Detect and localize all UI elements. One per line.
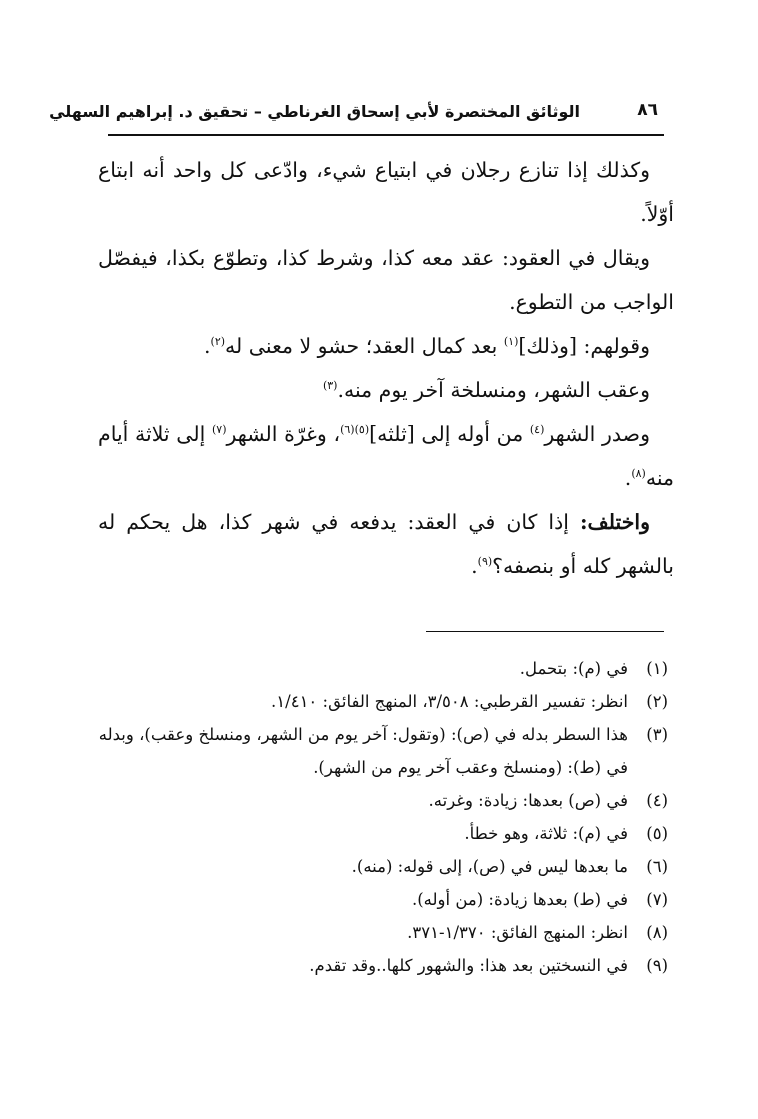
footnote-8 bbox=[98, 916, 668, 949]
paragraph-4-text: وعقب الشهر، ومنسلخة آخر يوم منه. bbox=[337, 378, 650, 402]
page-number: ٨٦ bbox=[637, 100, 658, 120]
paragraph-5-text-d: إلى ثلاثة أيام منه bbox=[98, 422, 674, 490]
paragraph-5-text-e: . bbox=[624, 466, 632, 490]
footnote-ref-7: (٧) bbox=[211, 423, 227, 437]
footnote-text: في (م): بتحمل. bbox=[519, 659, 628, 678]
footnote-4 bbox=[98, 784, 668, 817]
paragraph-6-text-b: . bbox=[471, 554, 478, 578]
footnote-text: انظر: المنهج الفائق: ١/٣٧٠-٣٧١. bbox=[407, 923, 628, 942]
footnote-7 bbox=[98, 883, 668, 916]
footnote-number: (٢) bbox=[646, 692, 668, 711]
footnote-text: ما بعدها ليس في (ص)، إلى قوله: (منه). bbox=[351, 857, 628, 876]
paragraph-3-text-a: وقولهم: [وذلك] bbox=[518, 334, 650, 358]
footnote-2 bbox=[98, 685, 668, 718]
paragraph-3 bbox=[98, 324, 674, 368]
paragraph-5-text-c: ، وغرّة الشهر bbox=[226, 422, 341, 446]
paragraph-5-text-b: من أوله إلى [ثلثه] bbox=[369, 422, 530, 446]
footnote-number: (٧) bbox=[646, 890, 668, 909]
footnote-separator bbox=[426, 631, 664, 632]
footnote-9 bbox=[98, 949, 668, 982]
paragraph-3-text-b: بعد كمال العقد؛ حشو لا معنى له bbox=[225, 334, 504, 358]
paragraph-5-text-a: وصدر الشهر bbox=[544, 422, 650, 446]
footnote-ref-9: (٩) bbox=[477, 555, 493, 569]
main-text bbox=[98, 148, 674, 588]
paragraph-3-text-c: . bbox=[204, 334, 211, 358]
footnote-ref-2: (٢) bbox=[210, 335, 226, 349]
footnote-number: (٩) bbox=[646, 956, 668, 975]
footnote-6 bbox=[98, 850, 668, 883]
paragraph-1-text: وكذلك إذا تنازع رجلان في ابتياع شيء، وادّعى كل واحد أنه ابتاع أوّلاً. bbox=[98, 158, 674, 226]
footnote-number: (٦) bbox=[646, 857, 668, 876]
footnote-5 bbox=[98, 817, 668, 850]
footnote-ref-5-6: (٥)(٦) bbox=[340, 423, 370, 437]
footnote-ref-3: (٣) bbox=[322, 379, 338, 393]
paragraph-4 bbox=[98, 368, 674, 412]
footnote-number: (٥) bbox=[646, 824, 668, 843]
running-header bbox=[49, 100, 664, 130]
footnote-text: انظر: تفسير القرطبي: ٣/٥٠٨، المنهج الفائق: ١/٤١٠. bbox=[271, 692, 628, 711]
paragraph-6-text-a: إذا كان في العقد: يدفعه في شهر كذا، هل يحكم له بالشهر كله أو بنصفه؟ bbox=[98, 510, 674, 578]
paragraph-6 bbox=[98, 500, 674, 588]
footnote-number: (٣) bbox=[646, 725, 668, 744]
footnote-number: (٤) bbox=[646, 791, 668, 810]
footnote-number: (١) bbox=[646, 659, 668, 678]
footnote-ref-1: (١) bbox=[503, 335, 519, 349]
header-rule bbox=[108, 134, 664, 136]
paragraph-6-bold-lead: واختلف: bbox=[579, 510, 650, 534]
paragraph-5 bbox=[98, 412, 674, 500]
footnote-ref-4: (٤) bbox=[529, 423, 545, 437]
footnote-text: في النسختين بعد هذا: والشهور كلها..وقد تقدم. bbox=[309, 956, 628, 975]
footnote-3 bbox=[98, 718, 668, 784]
footnote-ref-8: (٨) bbox=[631, 467, 646, 481]
footnote-text: في (م): ثلاثة، وهو خطأ. bbox=[464, 824, 628, 843]
footnote-text: في (ط) بعدها زيادة: (من أوله). bbox=[411, 890, 628, 909]
footnotes bbox=[98, 652, 668, 982]
paragraph-2 bbox=[98, 236, 674, 324]
paragraph-1 bbox=[98, 148, 674, 236]
footnote-1 bbox=[98, 652, 668, 685]
footnote-text: في (ص) بعدها: زيادة: وغرته. bbox=[428, 791, 628, 810]
paragraph-2-text: ويقال في العقود: عقد معه كذا، وشرط كذا، وتطوّع بكذا، فيفصّل الواجب من التطوع. bbox=[98, 246, 674, 314]
header-title: الوثائق المختصرة لأبي إسحاق الغرناطي – تحقيق د. إبراهيم السهلي bbox=[49, 102, 580, 121]
footnote-text: هذا السطر بدله في (ص): (وتقول: آخر يوم من الشهر، ومنسلخ وعقب)، وبدله في (ط): (ومنسلخ وعقب آخر يوم من الشهر). bbox=[98, 725, 628, 777]
footnote-number: (٨) bbox=[646, 923, 668, 942]
